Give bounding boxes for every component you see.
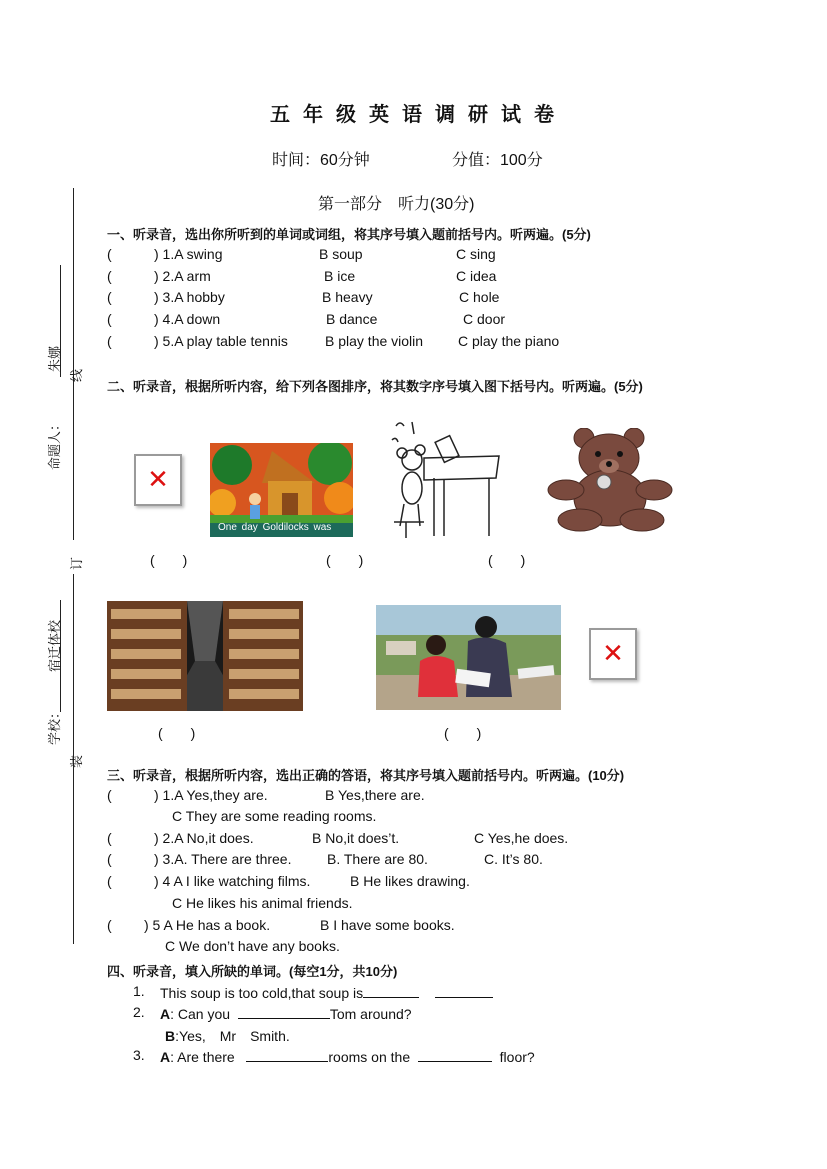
goldilocks-picture [210,443,353,537]
q1-4-option-c: C door [463,311,506,327]
goldilocks-caption: One day Goldilocks was [218,522,332,533]
exam-time: 时间：60分钟 [272,152,370,169]
binding-line-top [73,188,74,540]
children-studying-picture [376,605,561,710]
q4-2-b-text: :Yes, Mr Smith. [175,1028,290,1044]
q1-2-option-a: ) 2.A arm [154,268,211,284]
question-paren[interactable]: ( [107,246,112,262]
q3-4-option-a: ) 4 A I like watching films. [154,873,311,889]
answer-bracket-5[interactable]: ( ) [444,725,482,741]
q3-3-option-c: C. It’s 80. [484,851,543,867]
q3-3-option-a: ) 3.A. There are three. [154,851,292,867]
section3-heading: 三、听录音，根据所听内容，选出正确的答语，将其序号填入题前括号内。听两遍。(10分) [107,768,625,783]
question-paren[interactable]: ( [107,289,112,305]
q4-3-line-a [160,1047,535,1065]
q3-4-option-c: C He likes his animal friends. [172,895,353,911]
q3-5-option-c: C We don’t have any books. [165,938,340,954]
question-paren[interactable]: ( [107,830,112,846]
broken-image-icon: ✕ [589,628,637,680]
q4-3-a-end: floor? [499,1049,535,1065]
q1-5-option-a: ) 5.A play table tennis [154,333,288,349]
q4-1-sentence: This soup is too cold,that soup is [160,985,364,1001]
q1-3-option-a: ) 3.A hobby [154,289,225,305]
question-paren[interactable]: ( [107,268,112,284]
author-value: 朱娜 [47,345,62,372]
answer-bracket-3[interactable]: ( ) [488,552,526,568]
q1-4-option-b: B dance [326,311,378,327]
q4-2-a-end: Tom around? [329,1006,412,1022]
exam-score: 分值：100分 [452,152,543,169]
teddy-bear-picture [546,428,674,532]
q4-2-line-b [165,1026,290,1046]
part-title: 第一部分 听力(30分) [318,196,475,213]
binding-mark-zhuang: 装 [69,754,84,768]
q4-2-line-a [160,1004,412,1022]
question-paren[interactable]: ( [107,311,112,327]
question-paren[interactable]: ( [107,333,112,349]
q1-3-option-b: B heavy [322,289,373,305]
mouse-piano-picture [384,418,504,540]
q4-2-a-text: : Can you [170,1006,231,1022]
answer-bracket-4[interactable]: ( ) [158,725,196,741]
q3-3-option-b: B. There are 80. [327,851,428,867]
question-paren[interactable]: ( [107,851,112,867]
q1-1-option-c: C sing [456,246,496,262]
broken-image-icon: ✕ [134,454,182,506]
q4-2-number: 2. [133,1004,145,1020]
section4-heading: 四、听录音，填入所缺的单词。(每空1分，共10分) [107,964,398,979]
blank-4[interactable] [246,1047,328,1062]
section2-heading: 二、听录音，根据所听内容，给下列各图排序，将其数字序号填入图下括号内。听两遍。(5分) [107,379,643,394]
school-label: 学校： [47,705,62,745]
q4-3-a-text: : Are there [170,1049,235,1065]
q3-2-option-a: ) 2.A No,it does. [154,830,254,846]
library-picture [107,601,303,711]
section1-heading: 一、听录音，选出你所听到的单词或词组，将其序号填入题前括号内。听两遍。(5分) [107,227,591,242]
binding-mark-ding: 订 [69,556,84,570]
blank-1[interactable] [363,983,419,998]
q3-5-option-a: ) 5 A He has a book. [144,917,271,933]
blank-3[interactable] [238,1004,330,1019]
q3-1-option-b: B Yes,there are. [325,787,425,803]
answer-bracket-2[interactable]: ( ) [326,552,364,568]
q3-1-option-c: C They are some reading rooms. [172,808,377,824]
speaker-a: A [160,1049,171,1065]
q1-5-option-c: C play the piano [458,333,560,349]
q1-2-option-b: B ice [324,268,356,284]
exam-title: 五年级英语调研试卷 [270,102,567,126]
author-label: 命题人： [47,417,62,470]
q1-1-option-b: B soup [319,246,363,262]
question-paren[interactable]: ( [107,873,112,889]
q4-1-text [160,983,493,1001]
question-paren[interactable]: ( [107,917,112,933]
q4-3-a-mid: rooms on the [328,1049,411,1065]
q1-1-option-a: ) 1.A swing [154,246,223,262]
blank-5[interactable] [418,1047,492,1062]
answer-bracket-1[interactable]: ( ) [150,552,188,568]
q1-3-option-c: C hole [459,289,500,305]
q3-2-option-c: C Yes,he does. [474,830,569,846]
q3-2-option-b: B No,it does’t. [312,830,400,846]
question-paren[interactable]: ( [107,787,112,803]
blank-2[interactable] [435,983,493,998]
q1-2-option-c: C idea [456,268,497,284]
q4-3-number: 3. [133,1047,145,1063]
q1-5-option-b: B play the violin [325,333,424,349]
q1-4-option-a: ) 4.A down [154,311,221,327]
school-value: 宿迁体校 [47,619,62,672]
q3-5-option-b: B I have some books. [320,917,455,933]
q4-1-number: 1. [133,983,145,999]
speaker-b: B [165,1028,176,1044]
q3-1-option-a: ) 1.A Yes,they are. [154,787,268,803]
binding-mark-xian: 线 [69,368,84,382]
speaker-a: A [160,1006,171,1022]
q3-4-option-b: B He likes drawing. [350,873,470,889]
